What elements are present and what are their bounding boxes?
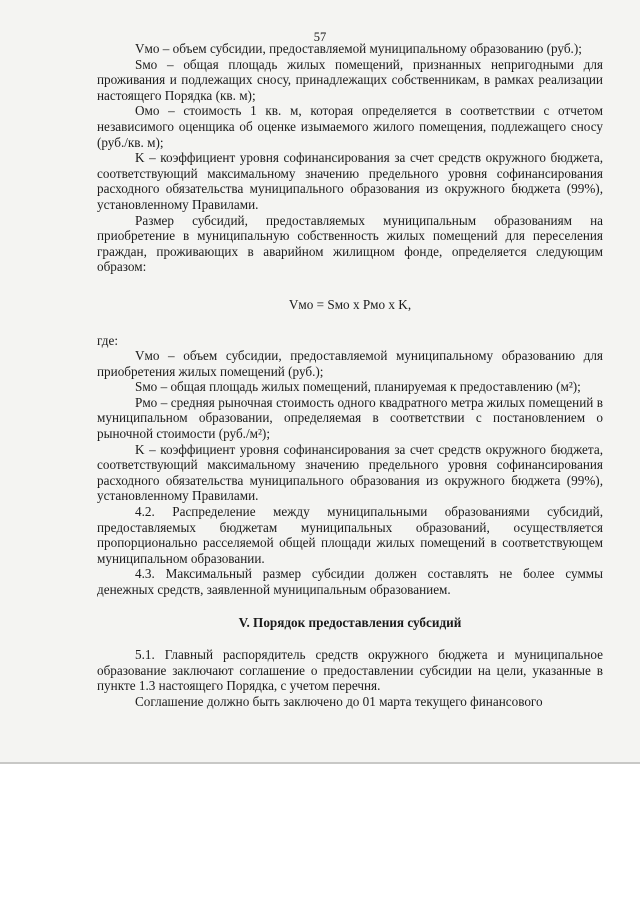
paragraph-smo-definition: Sмо – общая площадь жилых помещений, признанных непригодными для проживания и подлежащих сносу, принадлежащих собственникам, в рамках реализации настоящего Порядка (кв. м);: [97, 56, 603, 103]
paragraph-k-definition-2: K – коэффициент уровня софинансирования за счет средств окружного бюджета, соответствующий максимальному значению предельного уровня софинансирования расходного обязательства муниципального образования из окружного бюджета (99%), установленному Правилами.: [97, 441, 603, 504]
page-number: 57: [313, 30, 327, 44]
where-label: где:: [97, 332, 118, 348]
paragraph-rmo-definition: Рмо – средняя рыночная стоимость одного квадратного метра жилых помещений в муниципальном образовании, определяемая в соответствии с постановлением о рыночной стоимости (руб./м²);: [97, 394, 603, 442]
paragraph-smo-definition-2: Sмо – общая площадь жилых помещений, планируемая к предоставлению (м²);: [135, 379, 581, 395]
formula: Vмо = Sмо x Рмо x K,: [288, 296, 412, 312]
paragraph-4-2: 4.2. Распределение между муниципальными образованиями субсидий, предоставляемых бюджетам муниципальных образований, осуществляется пропорционально расселяемой общей площади жилых помещений в соответствующем муниципальном образовании.: [97, 504, 603, 566]
paragraph-agreement-deadline: Соглашение должно быть заключено до 01 марта текущего финансового: [135, 693, 543, 709]
paragraph-4-3: 4.3. Максимальный размер субсидии должен составлять не более суммы денежных средств, заявленной муниципальным образованием.: [97, 566, 603, 597]
section-heading: V. Порядок предоставления субсидий: [238, 614, 462, 630]
paragraph-omo-definition: Омо – стоимость 1 кв. м, которая определяется в соответствии с отчетом независимого оценщика об оценке изымаемого жилого помещения, подлежащего сносу (руб./кв. м);: [97, 103, 603, 150]
paragraph-vmo-definition-2: Vмо – объем субсидии, предоставляемой муниципальному образованию для приобретения жилых помещений (руб.);: [97, 348, 603, 379]
paragraph-5-1: 5.1. Главный распорядитель средств окружного бюджета и муниципальное образование заключают соглашение о предоставлении субсидии на цели, указанные в пункте 1.3 настоящего Порядка, с учетом перечня.: [97, 647, 603, 694]
paragraph-vmo-definition: Vмо – объем субсидии, предоставляемой муниципальному образованию (руб.);: [135, 41, 582, 56]
document-body: [97, 41, 603, 710]
paragraph-k-definition: K – коэффициент уровня софинансирования за счет средств окружного бюджета, соответствующий максимальному значению предельного уровня софинансирования расходного обязательства муниципального образования из окружного бюджета (99%), установленному Правилами.: [97, 150, 603, 212]
paragraph-subsidy-size: Размер субсидий, предоставляемых муниципальным образованиям на приобретение в муниципальную собственность жилых помещений для переселения граждан, проживающих в аварийном жилищном фонде, определяется следующим образом:: [97, 212, 603, 275]
